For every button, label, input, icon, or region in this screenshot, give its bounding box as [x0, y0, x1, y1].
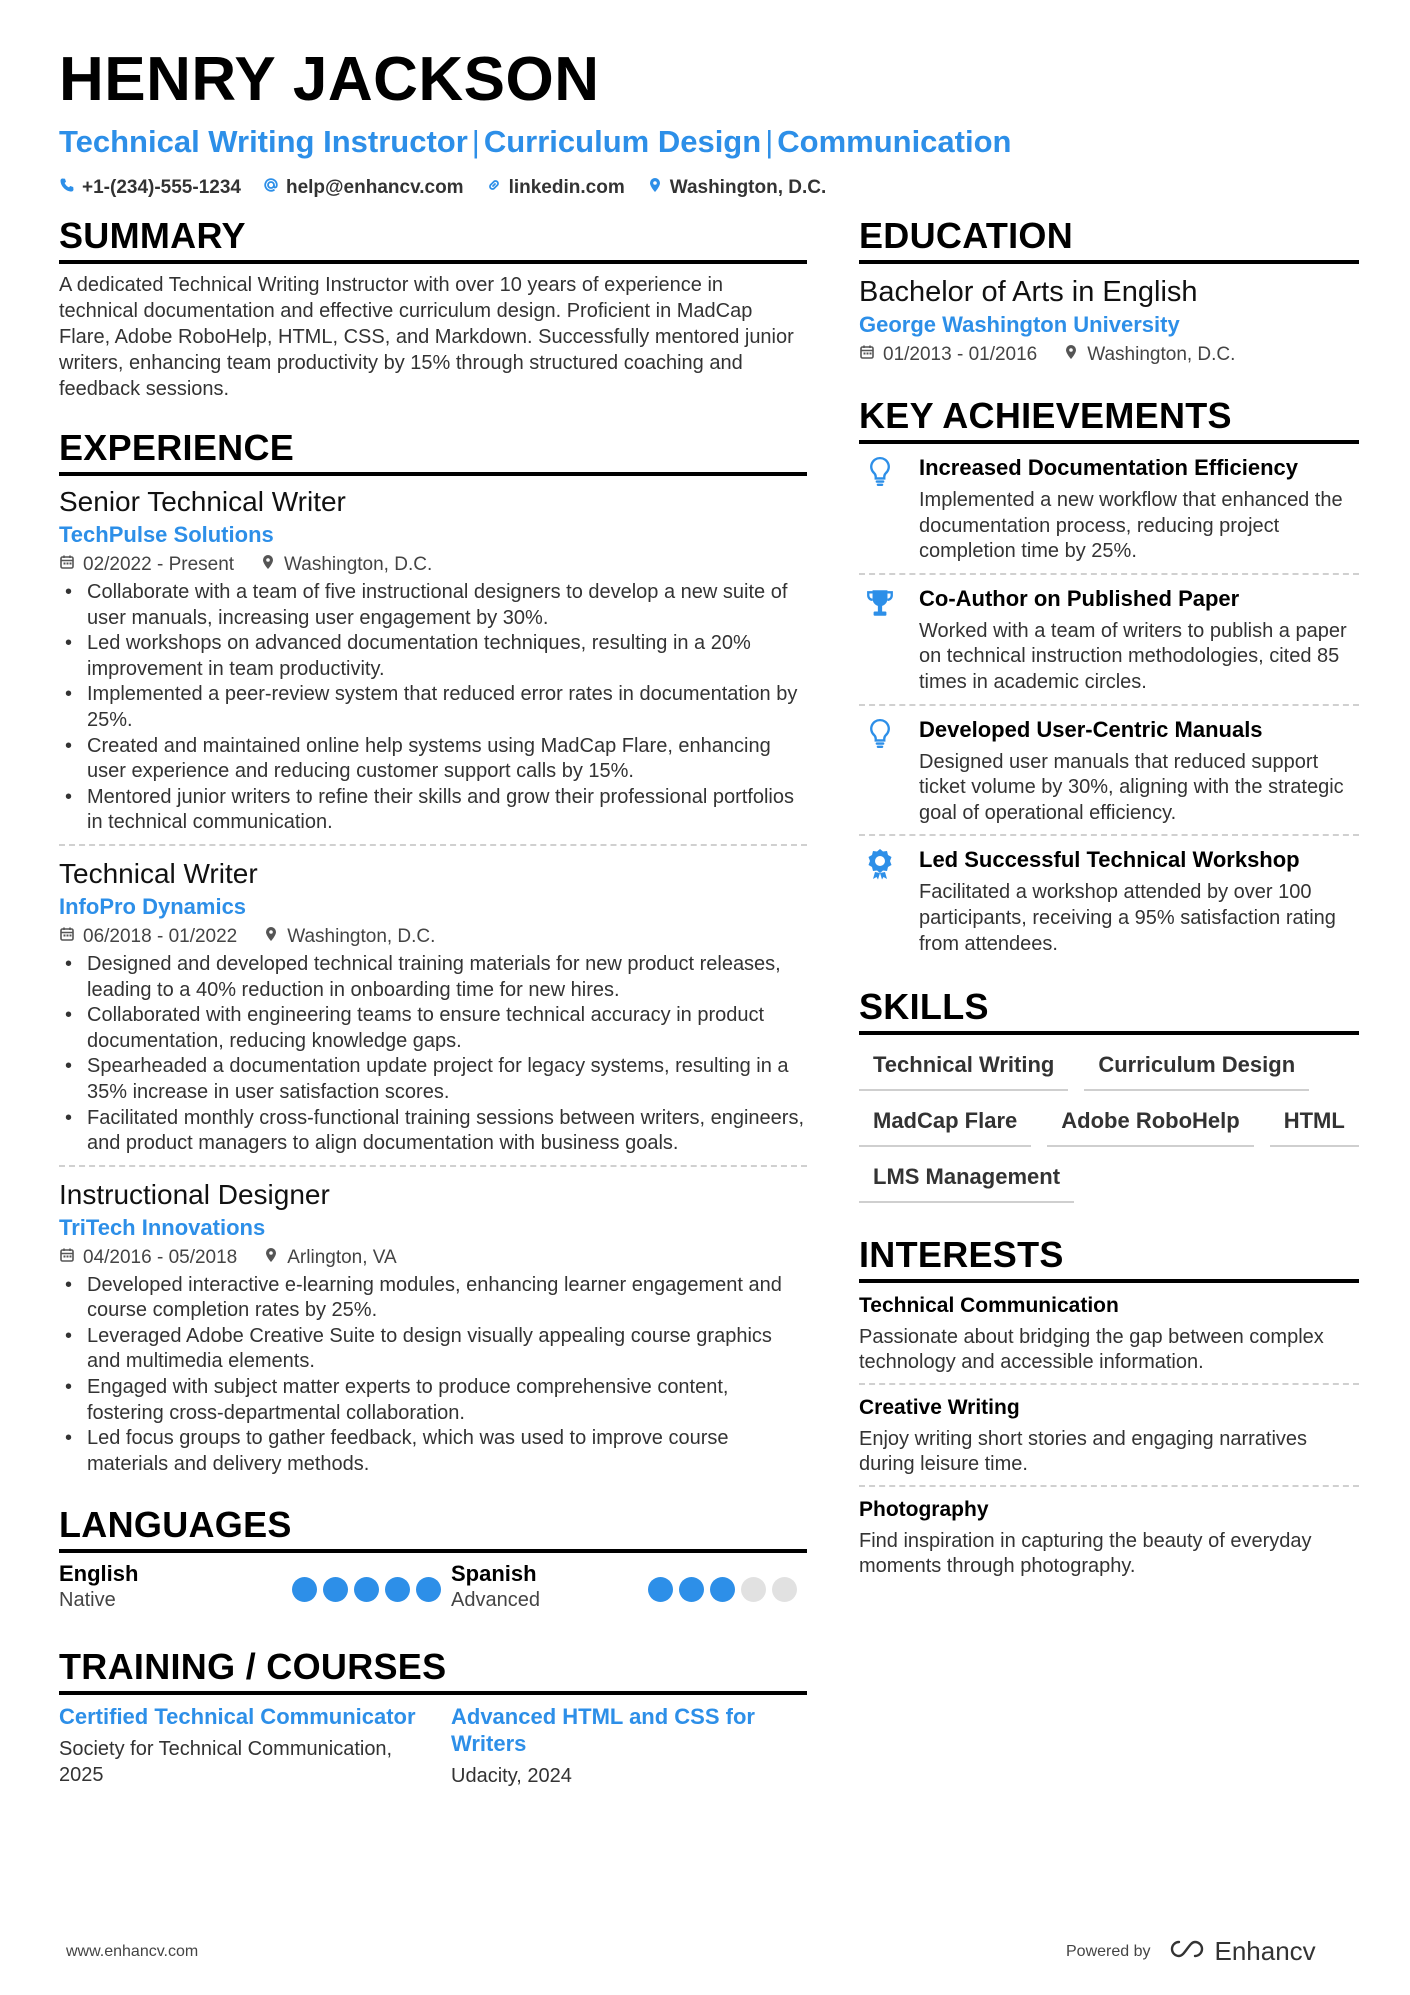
- language-rating: [292, 1577, 441, 1613]
- right-column: [859, 214, 1359, 1587]
- headline-title-3: Communication: [777, 124, 1012, 159]
- job-location: [260, 552, 432, 578]
- job-bullet: • Developed interactive e-learning modules, enhancing learner engagement and course completion rates by 25%.: [59, 1273, 807, 1324]
- achievement-item: [859, 836, 1359, 965]
- interest-desc: Enjoy writing short stories and engaging narratives during leisure time.: [859, 1428, 1308, 1476]
- job-role: Senior Technical Writer: [59, 486, 346, 517]
- interest-desc: Find inspiration in capturing the beauty of everyday moments through photography.: [859, 1530, 1312, 1578]
- training-title: Advanced HTML and CSS for Writers: [451, 1704, 755, 1757]
- achievement-desc: Designed user manuals that reduced support ticket volume by 30%, aligning with the strategic goal of operational efficiency.: [919, 750, 1344, 824]
- job-company: TriTech Innovations: [59, 1214, 266, 1240]
- experience-item: [59, 484, 807, 836]
- rating-dot-filled: [323, 1577, 348, 1602]
- summary-text: A dedicated Technical Writing Instructor with over 10 years of experience in technical documentation and effective curriculum design. Proficient in MadCap Flare, Adobe RoboHelp, HTML, CSS, and Markdown. Successfully mentored junior writers, enhancing team productivity by 15% through structured coaching and feedback sessions.: [59, 274, 794, 400]
- map-pin-icon: [263, 1245, 279, 1271]
- calendar-icon: [59, 1245, 75, 1271]
- job-bullet: • Spearheaded a documentation update project for legacy systems, resulting in a 35% increase in user satisfaction scores.: [59, 1054, 807, 1105]
- skills-section: [859, 985, 1359, 1203]
- map-pin-icon: [1063, 342, 1079, 368]
- rating-dot-filled: [292, 1577, 317, 1602]
- achievement-item: [859, 444, 1359, 575]
- job-dates-text: 02/2022 - Present: [83, 554, 235, 575]
- headline-title-1: Technical Writing Instructor: [59, 124, 468, 159]
- map-pin-icon: [260, 552, 276, 578]
- job-bullets: [59, 580, 807, 836]
- language-level: Native: [59, 1589, 116, 1612]
- rating-dot-filled: [648, 1577, 673, 1602]
- interest-item: [859, 1385, 1359, 1487]
- language-rating: [648, 1577, 797, 1613]
- achievement-title: Co-Author on Published Paper: [919, 585, 1240, 611]
- training-item: [59, 1703, 451, 1789]
- rating-dot-filled: [710, 1577, 735, 1602]
- achievement-desc: Worked with a team of writers to publish a paper on technical instruction methodologies, cited 85 times in academic circles.: [919, 619, 1347, 693]
- enhancv-logo-icon: [1167, 1936, 1207, 1967]
- award-ribbon-icon: [859, 846, 901, 957]
- training-heading: TRAINING / COURSES: [59, 1645, 807, 1695]
- calendar-icon: [859, 342, 875, 368]
- lightbulb-icon: [859, 454, 901, 565]
- training-org: Udacity, 2024: [451, 1765, 572, 1788]
- job-bullet: • Engaged with subject matter experts to produce comprehensive content, fostering cross-departmental collaboration.: [59, 1375, 807, 1426]
- language-name: English: [59, 1561, 139, 1587]
- link-icon: [486, 176, 502, 200]
- interest-title: Photography: [859, 1498, 989, 1522]
- map-pin-icon: [647, 176, 663, 200]
- job-meta: [59, 924, 807, 950]
- job-dates: [59, 1245, 237, 1271]
- training-item: [451, 1703, 807, 1789]
- job-dates-text: 04/2016 - 05/2018: [83, 1246, 238, 1268]
- job-bullet: • Collaborate with a team of five instructional designers to develop a new suite of user manuals, increasing user engagement by 30%.: [59, 580, 807, 631]
- achievements-section: [859, 394, 1359, 965]
- language-item: [59, 1561, 451, 1613]
- achievement-item: [859, 575, 1359, 706]
- job-meta: [59, 552, 807, 578]
- training-list: [59, 1703, 807, 1789]
- calendar-icon: [59, 924, 75, 950]
- achievement-item: [859, 706, 1359, 837]
- skills-heading: SKILLS: [859, 985, 1359, 1035]
- interest-desc: Passionate about bridging the gap between complex technology and accessible information.: [859, 1326, 1324, 1374]
- job-location: [263, 1245, 396, 1271]
- lightbulb-icon: [859, 716, 901, 827]
- achievement-title: Led Successful Technical Workshop: [919, 847, 1300, 873]
- headline: [59, 122, 1359, 162]
- rating-dot-filled: [385, 1577, 410, 1602]
- skill-tag: HTML: [1270, 1105, 1359, 1147]
- job-bullet: • Designed and developed technical training materials for new product releases, leading to a 40% reduction in onboarding time for new hires.: [59, 952, 807, 1003]
- education-heading: EDUCATION: [859, 214, 1359, 264]
- footer-website[interactable]: www.enhancv.com: [66, 1943, 199, 1960]
- language-name: Spanish: [451, 1561, 537, 1587]
- headline-separator: |: [765, 124, 774, 159]
- job-dates: [59, 924, 237, 950]
- contact-bar: [59, 176, 1359, 200]
- training-org: Society for Technical Communication, 2025: [59, 1738, 393, 1787]
- rating-dot-filled: [679, 1577, 704, 1602]
- phone-text: +1-(234)-555-1234: [82, 177, 241, 198]
- skill-tag: LMS Management: [859, 1161, 1074, 1203]
- brand-logo[interactable]: [1167, 1936, 1316, 1967]
- interest-item: [859, 1283, 1359, 1385]
- email-text: help@enhancv.com: [285, 177, 464, 198]
- job-bullet: • Led workshops on advanced documentation techniques, resulting in a 20% improvement in team productivity.: [59, 631, 807, 682]
- phone-icon: [59, 176, 75, 200]
- education-dates: [859, 342, 1037, 368]
- achievements-heading: KEY ACHIEVEMENTS: [859, 394, 1359, 444]
- job-location: [263, 924, 435, 950]
- job-bullet: • Facilitated monthly cross-functional training sessions between writers, engineers, and product managers to align documentation with business goals.: [59, 1106, 807, 1157]
- job-bullet: • Mentored junior writers to refine their skills and grow their professional portfolios in technical communication.: [59, 785, 807, 836]
- powered-by-text: Powered by: [1066, 1942, 1151, 1960]
- rating-dot-filled: [354, 1577, 379, 1602]
- language-item: [451, 1561, 807, 1613]
- rating-dot-empty: [741, 1577, 766, 1602]
- skill-tag: Adobe RoboHelp: [1047, 1105, 1253, 1147]
- map-pin-icon: [263, 924, 279, 950]
- achievement-desc: Implemented a new workflow that enhanced the documentation process, reducing project completion time by 25%.: [919, 489, 1343, 563]
- location-text: Washington, D.C.: [669, 177, 827, 198]
- job-bullet: • Collaborated with engineering teams to ensure technical accuracy in product documentation, reducing knowledge gaps.: [59, 1003, 807, 1054]
- interest-title: Technical Communication: [859, 1294, 1119, 1318]
- achievement-desc: Facilitated a workshop attended by over 100 participants, receiving a 95% satisfaction rating from attendees.: [919, 881, 1336, 955]
- experience-item: [59, 844, 807, 1157]
- brand-name: Enhancv: [1214, 1936, 1316, 1966]
- education-section: [859, 214, 1359, 368]
- job-company: InfoPro Dynamics: [59, 893, 247, 919]
- headline-separator: |: [471, 124, 480, 159]
- achievement-title: Increased Documentation Efficiency: [919, 455, 1298, 480]
- interest-title: Creative Writing: [859, 1396, 1020, 1420]
- job-bullet: • Implemented a peer-review system that reduced error rates in documentation by 25%.: [59, 682, 807, 733]
- footer-branding: [1066, 1936, 1316, 1967]
- interests-heading: INTERESTS: [859, 1233, 1359, 1283]
- job-bullet: • Led focus groups to gather feedback, which was used to improve course materials and delivery methods.: [59, 1426, 807, 1477]
- education-school: George Washington University: [859, 312, 1180, 337]
- contact-location: [647, 176, 827, 200]
- job-location-text: Arlington, VA: [287, 1246, 397, 1268]
- job-location-text: Washington, D.C.: [287, 925, 436, 947]
- headline-title-2: Curriculum Design: [483, 124, 762, 159]
- resume-header: [59, 44, 1359, 200]
- job-dates-text: 06/2018 - 01/2022: [83, 925, 238, 947]
- interests-section: [859, 1233, 1359, 1587]
- contact-phone[interactable]: [59, 176, 241, 200]
- languages-section: [59, 1503, 807, 1613]
- interest-item: [859, 1487, 1359, 1587]
- skill-tag: Technical Writing: [859, 1049, 1068, 1091]
- language-level: Advanced: [451, 1589, 540, 1612]
- education-dates-text: 01/2013 - 01/2016: [883, 344, 1038, 365]
- education-degree: Bachelor of Arts in English: [859, 276, 1198, 308]
- languages-list: [59, 1561, 807, 1613]
- summary-section: [59, 214, 807, 402]
- skill-tag: MadCap Flare: [859, 1105, 1031, 1147]
- rating-dot-filled: [416, 1577, 441, 1602]
- contact-linkedin[interactable]: [486, 176, 625, 200]
- job-bullets: [59, 952, 807, 1157]
- job-bullet: • Created and maintained online help systems using MadCap Flare, enhancing user experience and reducing customer support calls by 15%.: [59, 734, 807, 785]
- education-location-text: Washington, D.C.: [1087, 344, 1236, 365]
- job-location-text: Washington, D.C.: [284, 554, 433, 575]
- experience-section: [59, 426, 807, 1477]
- job-bullet: • Leveraged Adobe Creative Suite to design visually appealing course graphics and multimedia elements.: [59, 1324, 807, 1375]
- candidate-name: HENRY JACKSON: [59, 45, 600, 114]
- languages-heading: LANGUAGES: [59, 1503, 807, 1553]
- job-meta: [59, 1245, 807, 1271]
- experience-item: [59, 1165, 807, 1478]
- experience-heading: EXPERIENCE: [59, 426, 807, 476]
- at-sign-icon: [263, 176, 279, 200]
- rating-dot-empty: [772, 1577, 797, 1602]
- education-location: [1063, 342, 1235, 368]
- skills-list: [859, 1049, 1359, 1203]
- summary-heading: SUMMARY: [59, 214, 807, 264]
- job-role: Instructional Designer: [59, 1178, 330, 1210]
- linkedin-text: linkedin.com: [508, 177, 625, 198]
- job-company: TechPulse Solutions: [59, 522, 274, 547]
- job-bullets: [59, 1273, 807, 1478]
- job-dates: [59, 552, 234, 578]
- training-title: Certified Technical Communicator: [59, 1704, 416, 1730]
- contact-email[interactable]: [263, 176, 464, 200]
- calendar-icon: [59, 552, 75, 578]
- job-role: Technical Writer: [59, 857, 258, 889]
- left-column: [59, 214, 807, 1789]
- trophy-icon: [859, 585, 901, 696]
- achievement-title: Developed User-Centric Manuals: [919, 716, 1263, 742]
- training-section: [59, 1645, 807, 1789]
- education-meta: [859, 342, 1359, 368]
- skill-tag: Curriculum Design: [1084, 1049, 1309, 1091]
